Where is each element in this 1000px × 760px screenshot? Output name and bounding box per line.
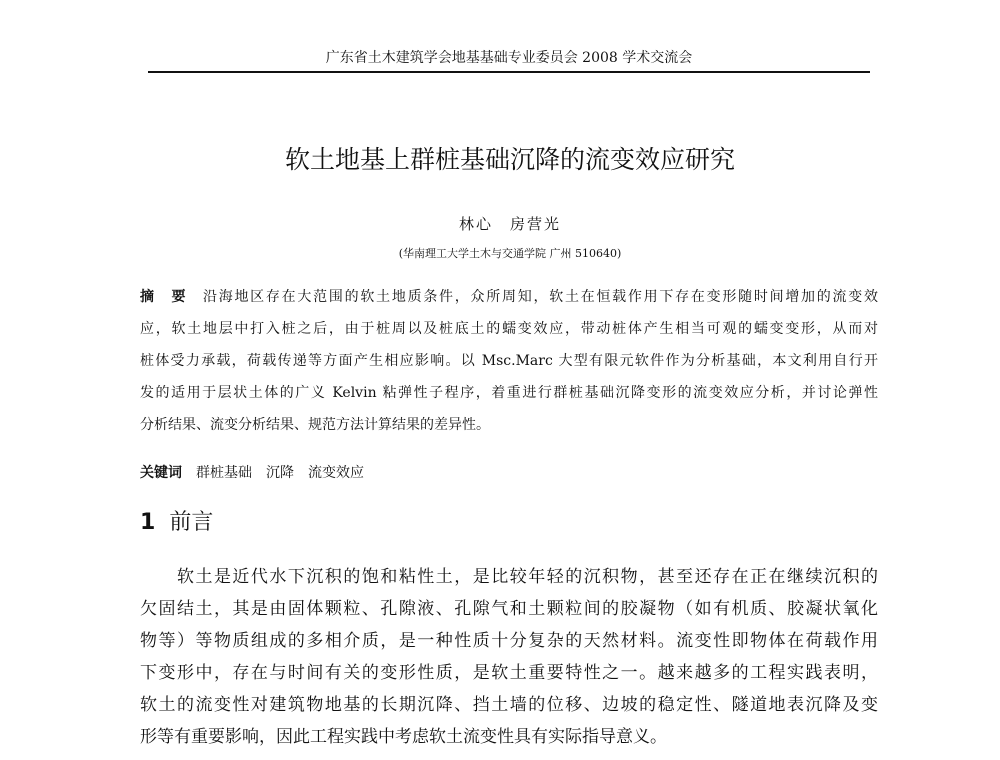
affiliation: (华南理工大学土木与交通学院 广州 510640) xyxy=(398,247,622,260)
abstract-line: 应，软土地层中打入桩之后，由于桩周以及桩底土的蠕变效应，带动桩体产生相当可观的蠕变变形，从而对 xyxy=(140,321,878,337)
keywords xyxy=(140,462,878,482)
abstract-line: 发的适用于层状土体的广义 Kelvin 粘弹性子程序，着重进行群桩基础沉降变形的流变效应分析，并讨论弹性 xyxy=(140,385,878,401)
section-heading xyxy=(140,505,213,536)
header-rule xyxy=(148,71,870,73)
authors: 林心 房营光 xyxy=(458,215,561,233)
body-line: 物等）等物质组成的多相介质，是一种性质十分复杂的天然材料。流变性即物体在荷载作用 xyxy=(140,631,878,651)
abstract-label: 摘 要 xyxy=(140,289,188,305)
abstract-text: 沿海地区存在大范围的软土地质条件，众所周知，软土在恒载作用下存在变形随时间增加的流变效 xyxy=(202,289,879,305)
running-header: 广东省土木建筑学会地基基础专业委员会 2008 学术交流会 xyxy=(325,50,693,66)
abstract-line xyxy=(140,286,878,306)
section-number: 1 xyxy=(140,510,156,535)
body-line: 软土的流变性对建筑物地基的长期沉降、挡土墙的位移、边坡的稳定性、隧道地表沉降及变 xyxy=(140,695,878,715)
section-title: 前言 xyxy=(169,510,214,535)
body-line: 形等有重要影响，因此工程实践中考虑软土流变性具有实际指导意义。 xyxy=(140,727,667,747)
abstract-line: 桩体受力承载，荷载传递等方面产生相应影响。以 Msc.Marc 大型有限元软件作为分析基础，本文利用自行开 xyxy=(140,353,878,369)
keywords-text: 群桩基础 沉降 流变效应 xyxy=(196,465,364,481)
abstract-line: 分析结果、流变分析结果、规范方法计算结果的差异性。 xyxy=(140,417,490,433)
body-line: 欠固结土，其是由固体颗粒、孔隙液、孔隙气和土颗粒间的胶凝物（如有机质、胶凝状氧化 xyxy=(140,599,878,619)
body-line: 下变形中，存在与时间有关的变形性质，是软土重要特性之一。越来越多的工程实践表明， xyxy=(140,663,878,683)
keywords-label: 关键词 xyxy=(140,465,182,481)
body-line: 软土是近代水下沉积的饱和粘性土，是比较年轻的沉积物，甚至还存在正在继续沉积的 xyxy=(140,567,878,587)
paper-title: 软土地基上群桩基础沉降的流变效应研究 xyxy=(284,145,735,174)
